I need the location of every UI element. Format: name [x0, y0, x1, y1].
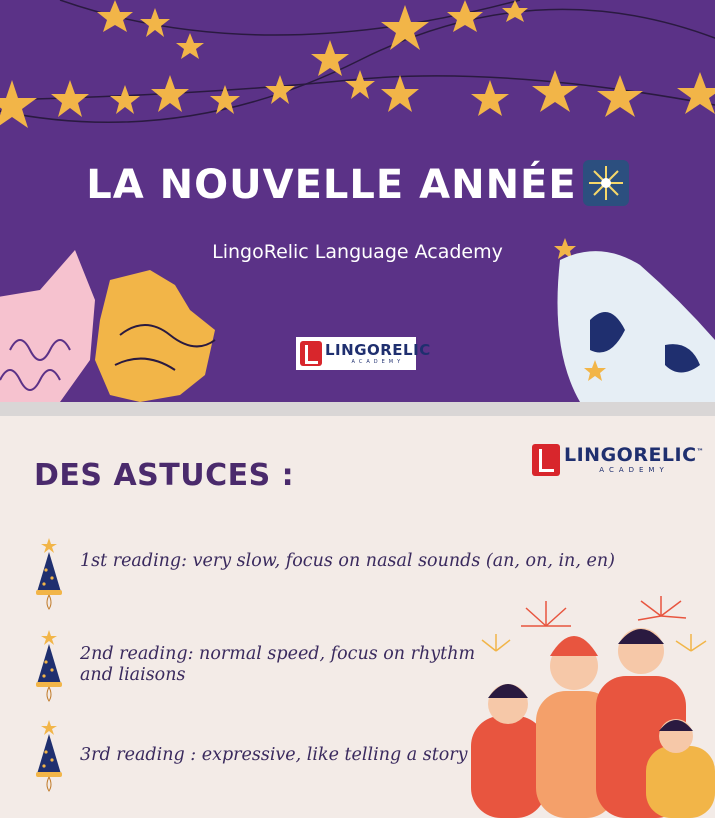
academy-subtitle: LingoRelic Language Academy: [212, 241, 503, 263]
firework-icon: [583, 160, 629, 206]
logo-sub: ACADEMY: [351, 358, 405, 365]
banner: [0, 0, 715, 402]
tip-3: 3rd reading : expressive, like telling a story: [80, 745, 468, 765]
tips-section: [0, 416, 715, 818]
party-hat-icon: [34, 626, 64, 704]
section-divider: [0, 402, 715, 416]
tip-2: 2nd reading: normal speed, focus on rhythm and liaisons: [80, 644, 476, 685]
logo-word: LINGORELIC™: [564, 444, 705, 466]
tip-1: 1st reading: very slow, focus on nasal sounds (an, on, in, en): [80, 551, 615, 571]
academy-logo: [296, 337, 431, 370]
party-hat-icon: [34, 534, 64, 612]
page-title: [0, 160, 715, 208]
logo-sub: ACADEMY: [599, 466, 669, 474]
family-celebration-illustration: [466, 596, 715, 818]
section-heading: DES ASTUCES :: [34, 458, 295, 493]
book-icon: [532, 444, 560, 476]
party-hat-icon: [34, 716, 64, 794]
academy-logo-large: [532, 440, 705, 480]
star-icon: [0, 0, 715, 259]
logo-word: LINGORELIC: [325, 340, 431, 359]
book-icon: [300, 341, 322, 366]
title-text: LA NOUVELLE ANNÉE: [86, 162, 577, 208]
